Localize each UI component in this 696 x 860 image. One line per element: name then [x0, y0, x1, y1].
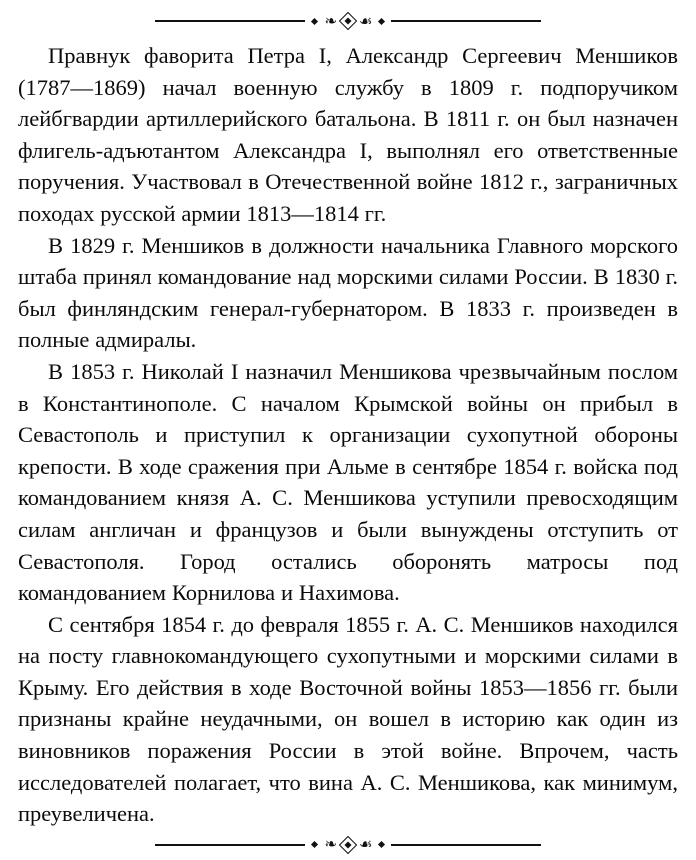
diamond-center-icon: [340, 837, 355, 852]
paragraph: В 1853 г. Николай I назначил Меншикова чрезвычайным послом в Константинополе. С началом Крымской войны он прибыл в Севастополь и приступил к организации сухопутной обороны крепости. В ходе сражения при Альме в сентябре 1854 г. войска под командованием князя А. С. Меншикова уступили превосходящим силам англичан и французов и были вынуждены отступить от Севастополя. Город остались оборонять матросы под командованием Корнилова и Нахимова.: [18, 358, 678, 606]
ornament-center-top: [324, 11, 372, 30]
leaf-right-icon: ☙: [359, 835, 372, 854]
ornament-divider-bottom: [18, 830, 678, 860]
paragraph: Правнук фаворита Петра I, Александр Сергеевич Меншиков (1787—1869) начал военную службу в 1809 г. подпоручиком лейбгвардии артиллерийского батальона. В 1811 г. он был назначен флигель-адъютантом Александра I, выполнял его ответственные поручения. Участвовал в Отечественной войне 1812 г., заграничных походах русской армии 1813—1814 гг.: [18, 43, 678, 226]
rule-right-icon: [391, 844, 541, 846]
paragraph: С сентября 1854 г. до февраля 1855 г. А. С. Меншиков находился на посту главнокомандующего сухопутными и морскими силами в Крыму. Его действия в ходе Восточной войны 1853—1856 гг. были признаны крайне неудачными, он вошел в историю как один из виновников поражения России в этой войне. Впрочем, часть исследователей полагает, что вина А. С. Меншикова, как минимум, преувеличена.: [18, 611, 678, 827]
leaf-left-icon: ❧: [324, 11, 337, 30]
diamond-center-icon: [340, 14, 355, 29]
leaf-right-icon: ☙: [359, 11, 372, 30]
body-text: [18, 36, 678, 830]
paragraph: В 1829 г. Меншиков в должности начальника Главного морского штаба принял командование над морскими силами России. В 1830 г. был финляндским генерал-губернатором. В 1833 г. произведен в полные адмиралы.: [18, 232, 678, 353]
diamond-dot-left-icon: [311, 17, 318, 24]
rule-left-icon: [155, 20, 305, 22]
leaf-left-icon: ❧: [324, 835, 337, 854]
diamond-dot-right-icon: [377, 17, 384, 24]
ornament-center-bottom: [324, 837, 371, 852]
rule-left-icon: [155, 844, 305, 846]
diamond-dot-left-icon: [311, 841, 318, 848]
diamond-dot-right-icon: [377, 841, 384, 848]
ornament-divider-top: [18, 6, 678, 36]
rule-right-icon: [391, 20, 541, 22]
